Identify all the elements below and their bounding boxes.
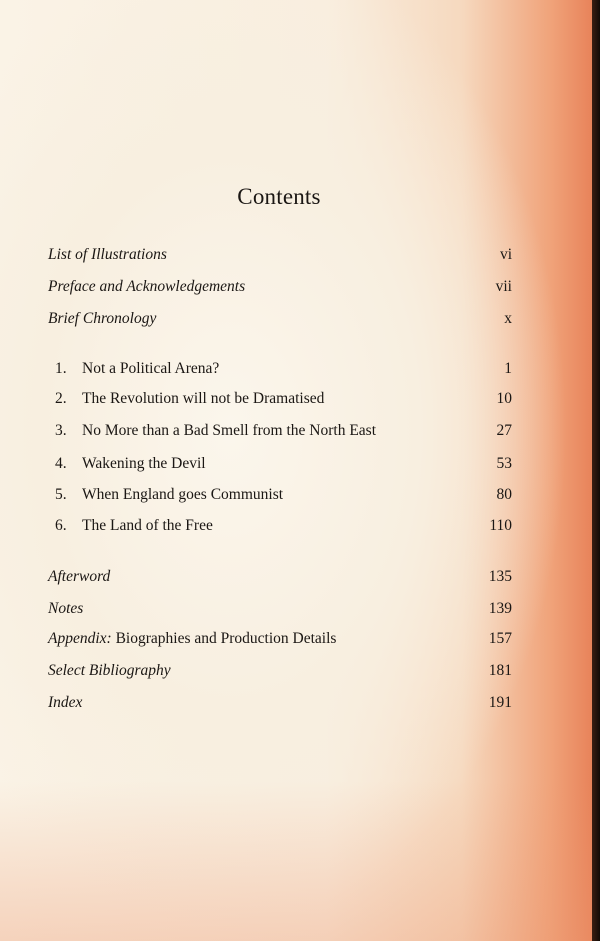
toc-entry-label: Biographies and Production Details [115,630,337,647]
toc-entry-appendix [48,630,512,654]
toc-entry-label: Afterword [48,568,111,585]
toc-entry-page: 53 [496,455,512,472]
toc-entry-list-of-illustrations [48,246,512,270]
toc-entry-notes [48,600,512,624]
toc-entry-page: 181 [488,662,512,679]
toc-entry-label: Notes [48,600,84,617]
toc-entry-label: Preface and Acknowledgements [48,278,246,295]
toc-entry-label: List of Illustrations [48,246,167,263]
toc-entry-page: 80 [496,486,512,503]
toc-entry-page: x [504,310,512,327]
toc-chapter-4 [48,455,512,479]
toc-entry-brief-chronology [48,310,512,334]
appendix-prefix: Appendix: [48,630,112,647]
toc-entry-page: vi [499,246,512,263]
toc-entry-page: 191 [488,694,512,711]
toc-entry-page: 10 [496,390,512,407]
toc-entry-index [48,694,512,718]
toc-chapter-1 [48,360,512,384]
chapter-number: 1. [55,360,67,377]
toc-entry-page: 1 [504,360,512,377]
chapter-number: 4. [55,455,67,472]
chapter-title: Wakening the Devil [82,455,206,472]
toc-entry-page: 27 [496,422,512,439]
toc-entry-page: 157 [488,630,512,647]
toc-entry-afterword [48,568,512,592]
toc-entry-label: Select Bibliography [48,662,171,679]
toc-chapter-3 [48,422,512,446]
chapter-number: 5. [55,486,67,503]
toc-entry-label: Index [48,694,83,711]
chapter-number: 2. [55,390,67,407]
chapter-title: No More than a Bad Smell from the North East [82,422,377,439]
chapter-title: The Revolution will not be Dramatised [82,390,325,407]
page-edge-shadow [592,0,600,941]
chapter-title: When England goes Communist [82,486,284,503]
toc-entry-page: 139 [488,600,512,617]
chapter-title: Not a Political Arena? [82,360,220,377]
toc-entry-page: 110 [489,517,512,534]
toc-entry-bibliography [48,662,512,686]
toc-chapter-2 [48,390,512,414]
toc-entry-preface [48,278,512,302]
chapter-number: 3. [55,422,67,439]
toc-chapter-6 [48,517,512,541]
toc-entry-page: 135 [488,568,512,585]
toc-entry-page: vii [495,278,512,295]
toc-chapter-5 [48,486,512,510]
page-title: Contents [237,184,321,209]
chapter-title: The Land of the Free [82,517,213,534]
chapter-number: 6. [55,517,67,534]
toc-entry-label: Brief Chronology [48,310,157,327]
